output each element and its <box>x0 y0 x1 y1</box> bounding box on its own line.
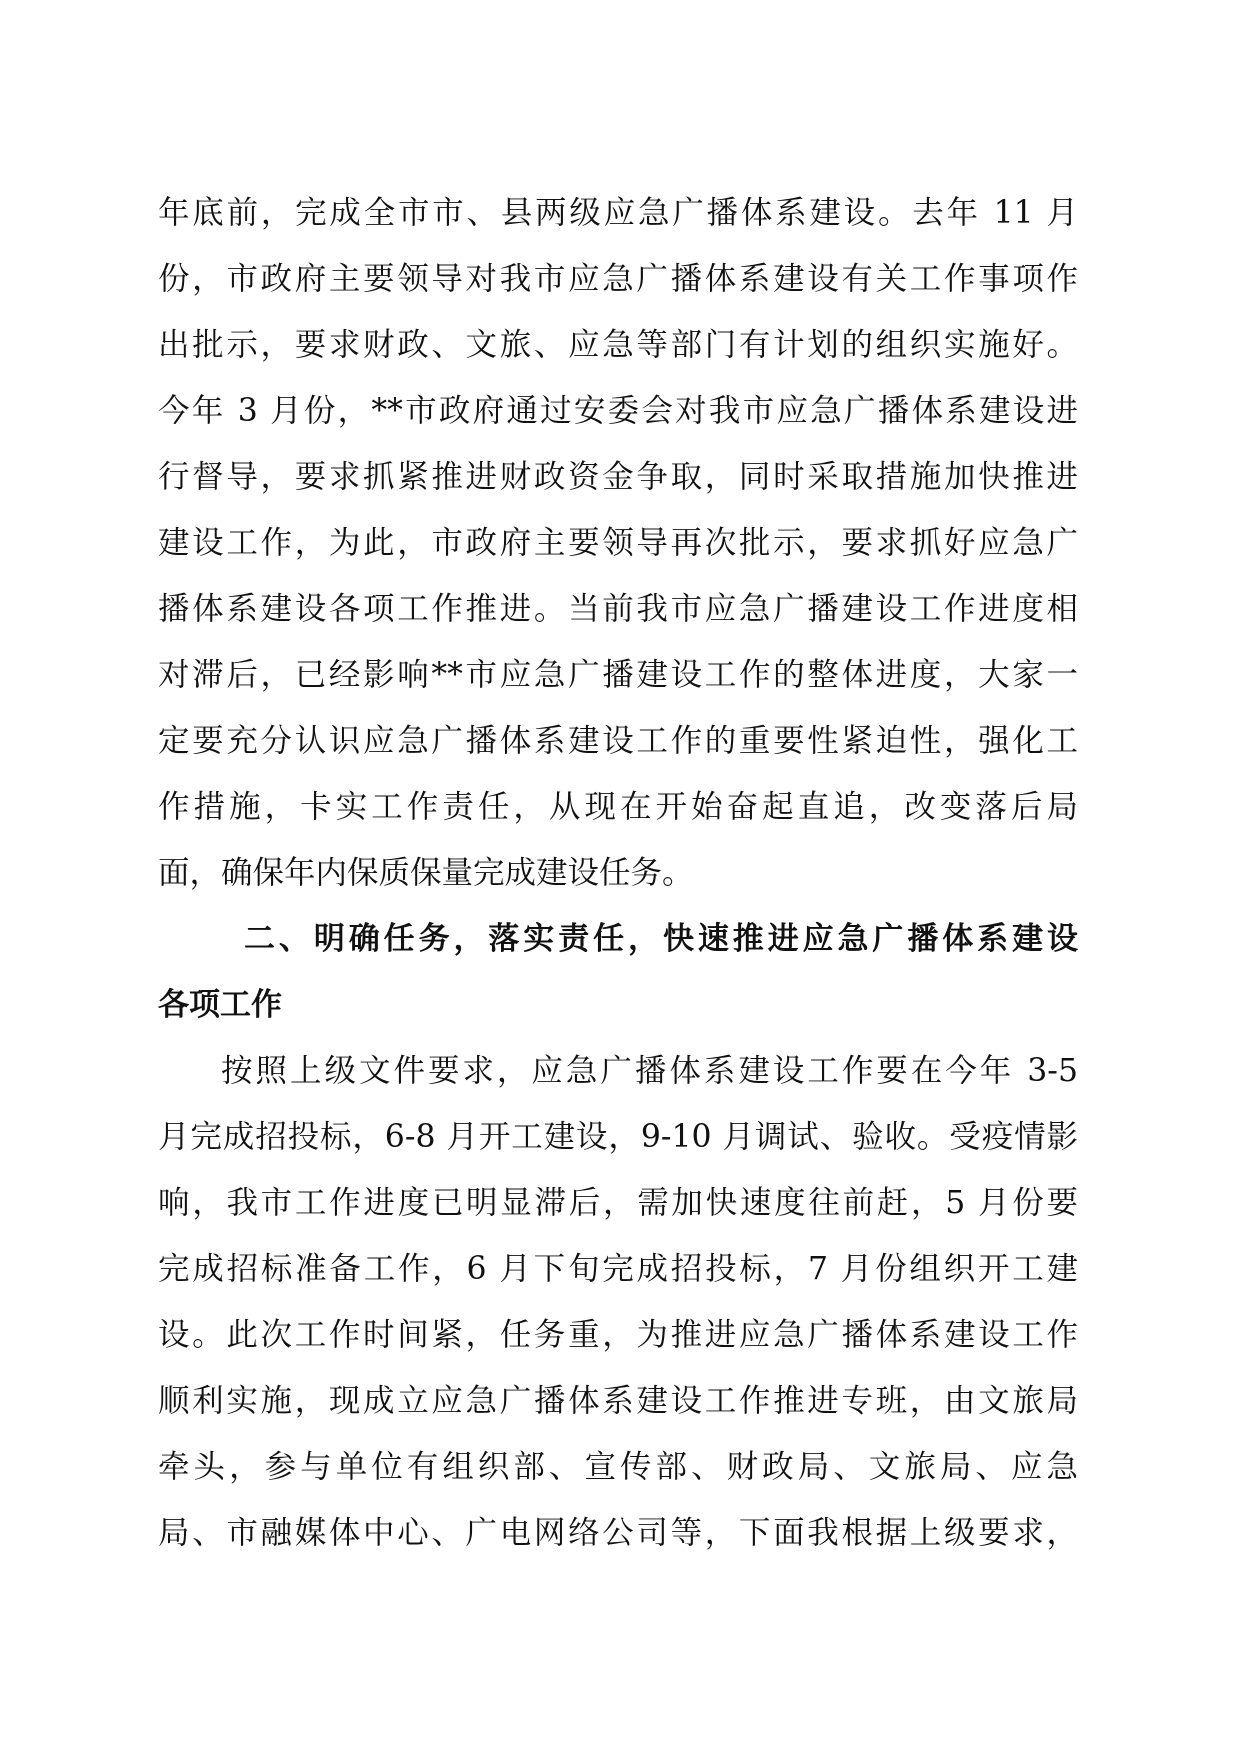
text-line: 出批示，要求财政、文旅、应急等部门有计划的组织实施好。 <box>158 327 1078 363</box>
text-line: 今年 3 月份，**市政府通过安委会对我市应急广播体系建设进 <box>158 393 1078 429</box>
text-line: 定要充分认识应急广播体系建设工作的重要性紧迫性，强化工 <box>158 723 1078 759</box>
document-body <box>158 180 1078 1566</box>
text-line: 设。此次工作时间紧，任务重，为推进应急广播体系建设工作 <box>158 1317 1078 1353</box>
text-line: 牵头，参与单位有组织部、宣传部、财政局、文旅局、应急 <box>158 1449 1078 1485</box>
paragraph-task-schedule <box>158 1038 1078 1566</box>
text-line: 份，市政府主要领导对我市应急广播体系建设有关工作事项作 <box>158 261 1078 297</box>
text-line: 年底前，完成全市市、县两级应急广播体系建设。去年 11 月 <box>158 195 1078 231</box>
text-line: 月完成招投标，6-8 月开工建设，9-10 月调试、验收。受疫情影 <box>158 1119 1078 1155</box>
paragraph-emergency-broadcast-background <box>158 180 1078 906</box>
text-line: 响，我市工作进度已明显滞后，需加快速度往前赶，5 月份要 <box>158 1185 1078 1221</box>
text-line: 按照上级文件要求，应急广播体系建设工作要在今年 3-5 <box>221 1053 1078 1089</box>
text-line: 行督导，要求抓紧推进财政资金争取，同时采取措施加快推进 <box>158 459 1078 495</box>
text-line: 对滞后，已经影响**市应急广播建设工作的整体进度，大家一 <box>158 657 1078 693</box>
text-line: 建设工作，为此，市政府主要领导再次批示，要求抓好应急广 <box>158 525 1078 561</box>
heading-line: 二、明确任务，落实责任，快速推进应急广播体系建设 <box>244 921 1078 957</box>
text-line: 面，确保年内保质保量完成建设任务。 <box>158 855 694 891</box>
heading-line: 各项工作 <box>158 987 282 1023</box>
section-heading-2 <box>158 906 1078 1038</box>
text-line: 顺利实施，现成立应急广播体系建设工作推进专班，由文旅局 <box>158 1383 1078 1419</box>
text-line: 播体系建设各项工作推进。当前我市应急广播建设工作进度相 <box>158 591 1078 627</box>
text-line: 局、市融媒体中心、广电网络公司等，下面我根据上级要求， <box>158 1515 1078 1551</box>
text-line: 完成招标准备工作，6 月下旬完成招投标，7 月份组织开工建 <box>158 1251 1078 1287</box>
text-line: 作措施，卡实工作责任，从现在开始奋起直追，改变落后局 <box>158 789 1078 825</box>
